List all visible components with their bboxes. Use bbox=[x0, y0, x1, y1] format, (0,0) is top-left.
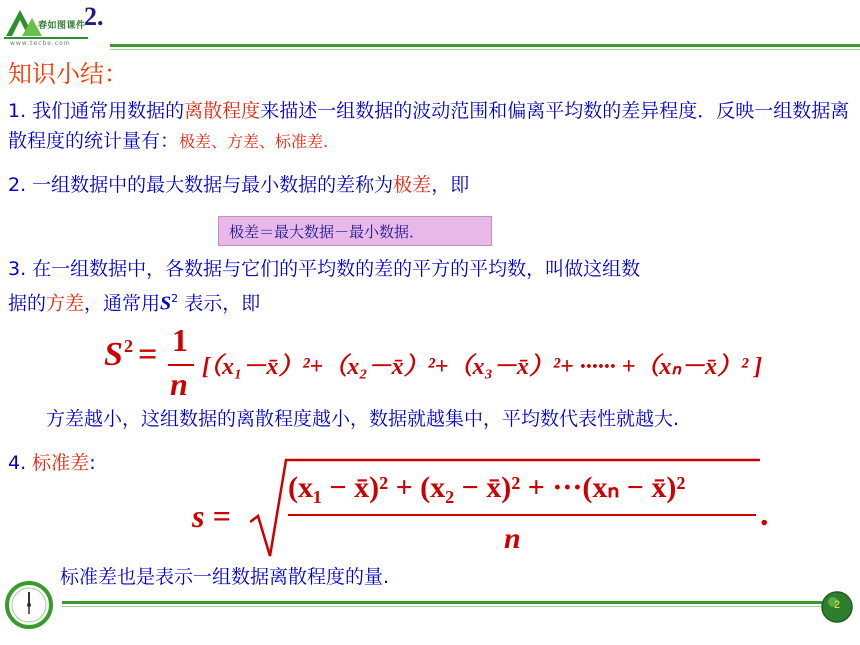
variance-equals: = bbox=[138, 336, 158, 373]
std-lhs: s = bbox=[192, 498, 231, 534]
range-definition: 极差＝最大数据－最小数据． bbox=[229, 223, 425, 241]
summary-point-3-line2 bbox=[8, 284, 260, 318]
p2-text-c: ，即 bbox=[431, 174, 470, 196]
p1-stats: 极差、方差、标准差. bbox=[179, 132, 329, 151]
p3-text-d: ，通常用 bbox=[84, 292, 161, 315]
p3-text-g: 表示，即 bbox=[178, 292, 261, 315]
std-formula bbox=[180, 452, 780, 562]
std-numerator: (x₁ − x̄)² + (x₂ − x̄)² + ···(xₙ − x̄)² bbox=[288, 471, 686, 504]
p1-text-a: 1. 我们通常用数据的 bbox=[8, 100, 185, 122]
footer-divider bbox=[62, 601, 822, 604]
summary-point-1 bbox=[8, 96, 856, 157]
p4-term: 标准差 bbox=[32, 452, 90, 474]
header-divider-thin bbox=[110, 49, 860, 50]
range-definition-box bbox=[218, 216, 492, 246]
page-title: 知识小结： bbox=[8, 60, 128, 88]
p3-text-b: 据的 bbox=[8, 292, 47, 315]
header-divider bbox=[110, 44, 860, 47]
variance-note: 方差越小，这组数据的离散程度越小，数据就越集中，平均数代表性就越大. bbox=[46, 408, 680, 430]
std-note: 标准差也是表示一组数据离散程度的量. bbox=[60, 566, 390, 588]
p3-symbol-s: S bbox=[160, 292, 172, 315]
p3-symbol-exp: 2 bbox=[171, 292, 179, 305]
p2-highlight: 极差 bbox=[393, 174, 432, 196]
std-fraction-bar bbox=[288, 514, 756, 516]
p2-text-a: 2. 一组数据中的最大数据与最小数据的差称为 bbox=[8, 174, 394, 196]
logo-url: www.tecbe.com bbox=[10, 40, 71, 47]
p3-highlight: 方差 bbox=[46, 292, 85, 315]
summary-point-3-line1: 3. 在一组数据中，各数据与它们的平均数的差的平方的平均数，叫做这组数 bbox=[8, 258, 641, 280]
p4-number: 4. bbox=[8, 452, 33, 474]
logo-text: 春如图课件 bbox=[38, 21, 86, 31]
clock-icon bbox=[4, 580, 54, 630]
p1-highlight: 离散程度 bbox=[184, 100, 261, 122]
p1-text-c: 来描述一组数据的波动范围和偏离平均数的差异程度．反映一组数据离散程度的统计量有： bbox=[8, 100, 850, 152]
std-period: . bbox=[760, 496, 769, 533]
variance-denominator: n bbox=[170, 366, 188, 402]
summary-point-2 bbox=[8, 170, 469, 200]
variance-numerator: 1 bbox=[172, 322, 188, 358]
variance-body: [（x₁－x̄）²+（x₂－x̄）²+（x₃－x̄）²+ ······ +（xₙ－x̄）² ] bbox=[202, 354, 763, 380]
summary-point-4 bbox=[8, 448, 96, 478]
std-denominator: n bbox=[504, 522, 521, 555]
p4-colon: : bbox=[89, 452, 96, 474]
variance-formula bbox=[104, 322, 824, 408]
section-number: 2. bbox=[84, 2, 104, 31]
page-number: 2 bbox=[833, 599, 841, 611]
variance-lhs-exp: 2 bbox=[124, 336, 133, 356]
page-number-button[interactable] bbox=[820, 590, 854, 624]
variance-lhs: S bbox=[104, 336, 123, 373]
footer-divider-thin bbox=[62, 606, 822, 607]
